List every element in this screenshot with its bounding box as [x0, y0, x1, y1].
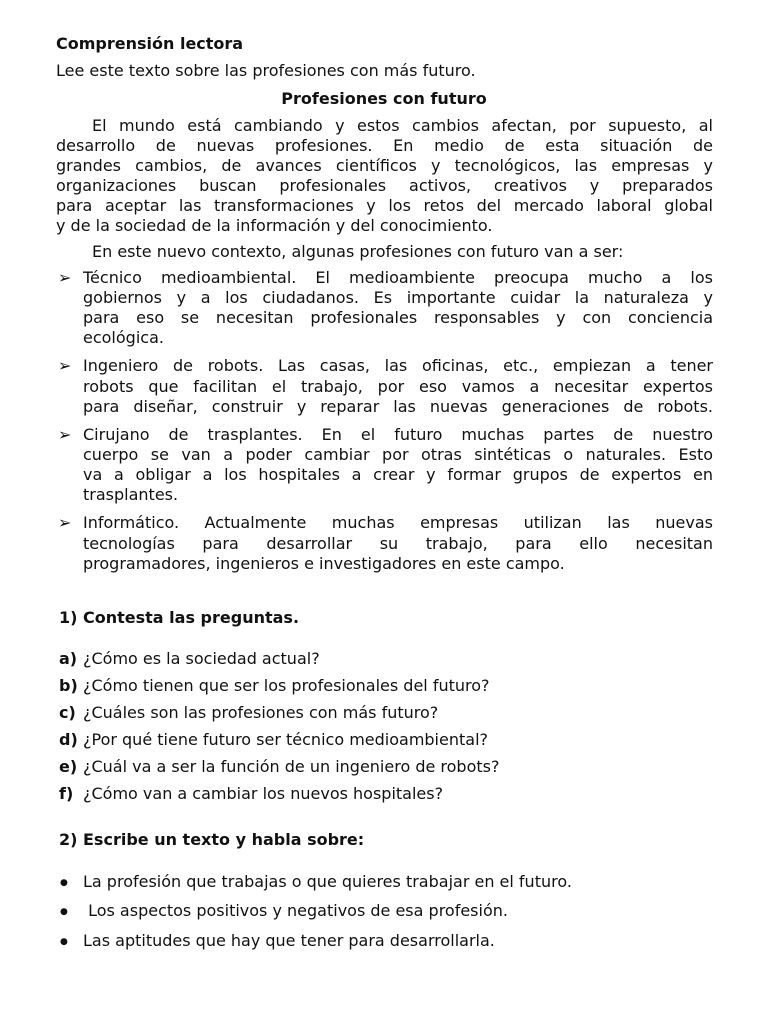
- bullet-icon: ●: [60, 907, 68, 917]
- exercise-number: 1): [59, 608, 78, 627]
- profession-item: [83, 513, 713, 574]
- arrow-bullet-icon: ➢: [58, 268, 72, 287]
- intro-line: desarrollo de nuevas profesiones. En medio de esta situación de: [56, 136, 713, 155]
- bullet-text: Las aptitudes que hay que tener para desarrollarla.: [83, 931, 495, 950]
- intro-line: organizaciones buscan profesionales activos, creativos y preparados: [56, 176, 713, 195]
- profession-line: robots que facilitan el trabajo, por eso vamos a necesitar expertos: [83, 377, 713, 396]
- question-text: ¿Cómo es la sociedad actual?: [83, 649, 320, 668]
- intro-line: y de la sociedad de la información y del conocimiento.: [56, 216, 493, 235]
- arrow-bullet-icon: ➢: [58, 513, 72, 532]
- question-text: ¿Cómo van a cambiar los nuevos hospitales?: [83, 784, 444, 803]
- profession-line: cuerpo se van a poder cambiar por otras sintéticas o naturales. Esto: [83, 445, 713, 464]
- exercise-number: 2): [59, 830, 78, 849]
- exercise-title: Escribe un texto y habla sobre:: [83, 830, 365, 849]
- question-text: ¿Por qué tiene futuro ser técnico medioambiental?: [83, 730, 488, 749]
- profession-line: para eso se necesitan profesionales responsables y con conciencia: [83, 308, 713, 327]
- bullet-icon: ●: [60, 937, 68, 947]
- profession-line: tecnologías para desarrollar su trabajo, para ello necesitan: [83, 534, 713, 553]
- profession-line: Informático. Actualmente muchas empresas utilizan las nuevas: [83, 513, 713, 532]
- question-label: d): [59, 730, 78, 749]
- page-heading: Comprensión lectora: [56, 34, 244, 53]
- arrow-bullet-icon: ➢: [58, 356, 72, 375]
- profession-line: programadores, ingenieros e investigadores en este campo.: [83, 554, 565, 573]
- instruction-text: Lee este texto sobre las profesiones con más futuro.: [56, 61, 476, 80]
- profession-line: Técnico medioambiental. El medioambiente preocupa mucho a los: [83, 268, 713, 287]
- bullet-text: La profesión que trabajas o que quieres trabajar en el futuro.: [83, 872, 572, 891]
- profession-line: gobiernos y a los ciudadanos. Es importante cuidar la naturaleza y: [83, 288, 713, 307]
- question-label: c): [59, 703, 76, 722]
- arrow-bullet-icon: ➢: [58, 425, 72, 444]
- exercise-title: Contesta las preguntas.: [83, 608, 300, 627]
- profession-line: trasplantes.: [83, 485, 179, 504]
- intro-paragraph: [56, 116, 713, 236]
- question-label: b): [59, 676, 78, 695]
- question-label: e): [59, 757, 78, 776]
- intro-line: grandes cambios, de avances científicos y tecnológicos, las empresas y: [56, 156, 713, 175]
- profession-line: ecológica.: [83, 328, 164, 347]
- profession-line: para diseñar, construir y reparar las nuevas generaciones de robots.: [83, 397, 713, 416]
- article-title: Profesiones con futuro: [281, 89, 487, 108]
- intro-line: para aceptar las transformaciones y los retos del mercado laboral global: [56, 196, 713, 215]
- bullet-text: Los aspectos positivos y negativos de esa profesión.: [83, 901, 508, 920]
- context-line: En este nuevo contexto, algunas profesiones con futuro van a ser:: [92, 242, 624, 261]
- question-label: a): [59, 649, 78, 668]
- profession-line: Ingeniero de robots. Las casas, las oficinas, etc., empiezan a tener: [83, 356, 713, 375]
- profession-item: [83, 425, 713, 505]
- profession-line: Cirujano de trasplantes. En el futuro muchas partes de nuestro: [83, 425, 713, 444]
- question-text: ¿Cuáles son las profesiones con más futuro?: [83, 703, 439, 722]
- bullet-icon: ●: [60, 878, 68, 888]
- intro-line: El mundo está cambiando y estos cambios afectan, por supuesto, al: [92, 116, 713, 135]
- question-text: ¿Cómo tienen que ser los profesionales del futuro?: [83, 676, 490, 695]
- question-label: f): [59, 784, 74, 803]
- question-text: ¿Cuál va a ser la función de un ingeniero de robots?: [83, 757, 500, 776]
- profession-item: [83, 356, 713, 417]
- profession-item: [83, 268, 713, 348]
- profession-line: va a obligar a los hospitales a crear y formar grupos de expertos en: [83, 465, 713, 484]
